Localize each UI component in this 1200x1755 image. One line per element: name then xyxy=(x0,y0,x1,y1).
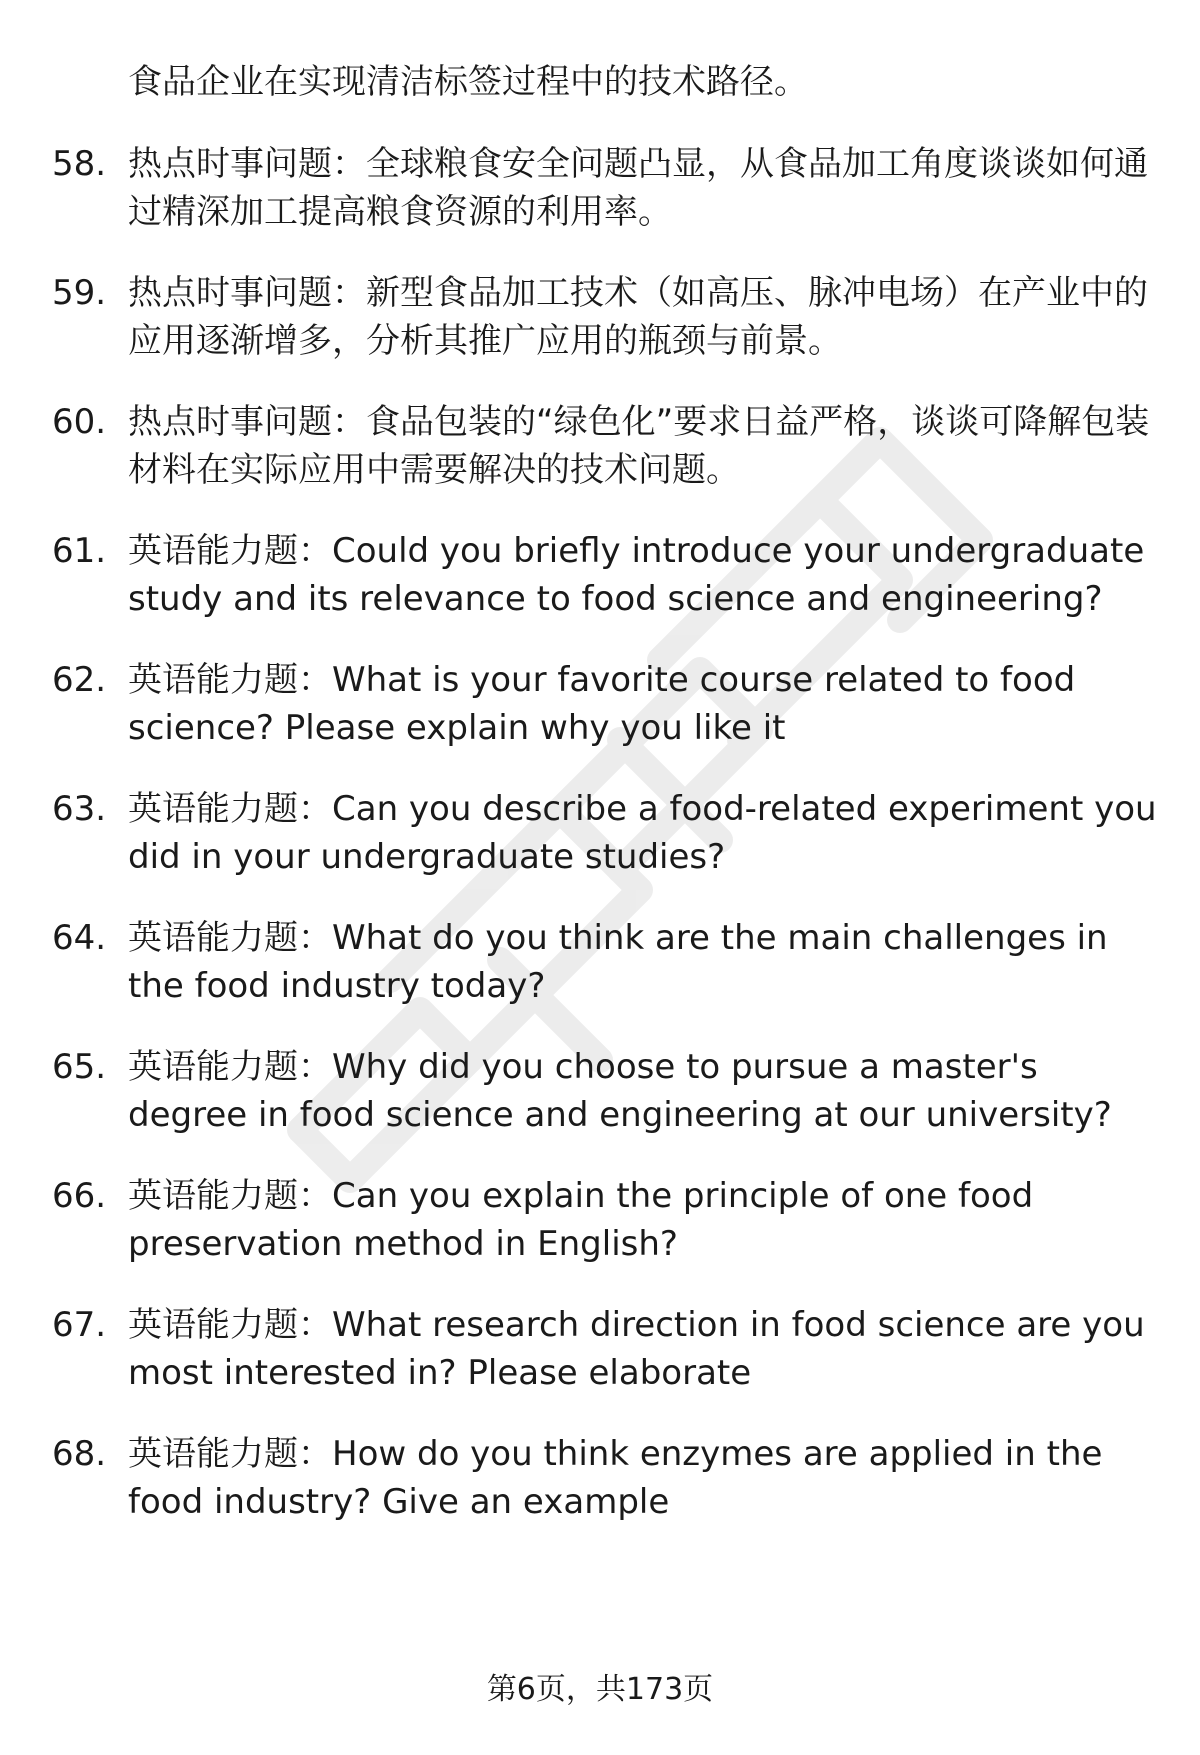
question-text: 英语能力题：What research direction in food science are you most interested in? Please elaborate xyxy=(128,1305,1145,1393)
question-number: 63. xyxy=(52,789,107,829)
question-text: 热点时事问题：食品包装的“绿色化”要求日益严格，谈谈可降解包装材料在实际应用中需要解决的技术问题。 xyxy=(128,402,1150,490)
list-item xyxy=(0,1301,1200,1397)
question-text: 热点时事问题：新型食品加工技术（如高压、脉冲电场）在产业中的应用逐渐增多，分析其推广应用的瓶颈与前景。 xyxy=(128,273,1148,361)
question-text: 英语能力题：Can you explain the principle of one food preservation method in English? xyxy=(128,1176,1034,1264)
question-text: 英语能力题：What do you think are the main challenges in the food industry today? xyxy=(128,918,1108,1006)
question-number: 58. xyxy=(52,144,107,184)
question-number: 62. xyxy=(52,660,107,700)
question-text: 热点时事问题：全球粮食安全问题凸显，从食品加工角度谈谈如何通过精深加工提高粮食资源的利用率。 xyxy=(128,144,1148,232)
list-item xyxy=(0,1430,1200,1526)
list-item xyxy=(0,914,1200,1010)
list-item xyxy=(0,140,1200,236)
question-number: 59. xyxy=(52,273,107,313)
list-item xyxy=(0,1043,1200,1139)
question-text: 英语能力题：Why did you choose to pursue a master's degree in food science and engineering at our university? xyxy=(128,1047,1112,1135)
question-text: 英语能力题：What is your favorite course related to food science? Please explain why you like it xyxy=(128,660,1076,748)
list-item xyxy=(0,1172,1200,1268)
question-number: 66. xyxy=(52,1176,107,1216)
continuation-text: 食品企业在实现清洁标签过程中的技术路径。 xyxy=(128,62,808,102)
list-item xyxy=(0,269,1200,365)
question-list xyxy=(0,140,1200,1559)
page-footer: 第6页，共173页 xyxy=(486,1672,714,1707)
question-number: 68. xyxy=(52,1434,107,1474)
list-item xyxy=(0,527,1200,623)
list-item xyxy=(0,398,1200,494)
question-text: 英语能力题：Can you describe a food-related experiment you did in your undergraduate studies? xyxy=(128,789,1157,877)
question-number: 64. xyxy=(52,918,107,958)
question-number: 60. xyxy=(52,402,107,442)
question-number: 65. xyxy=(52,1047,107,1087)
list-item xyxy=(0,656,1200,752)
question-number: 67. xyxy=(52,1305,107,1345)
question-text: 英语能力题：How do you think enzymes are applied in the food industry? Give an example xyxy=(128,1434,1103,1522)
question-text: 英语能力题：Could you briefly introduce your undergraduate study and its relevance to food science and engineering? xyxy=(128,531,1145,619)
list-item xyxy=(0,785,1200,881)
question-number: 61. xyxy=(52,531,107,571)
